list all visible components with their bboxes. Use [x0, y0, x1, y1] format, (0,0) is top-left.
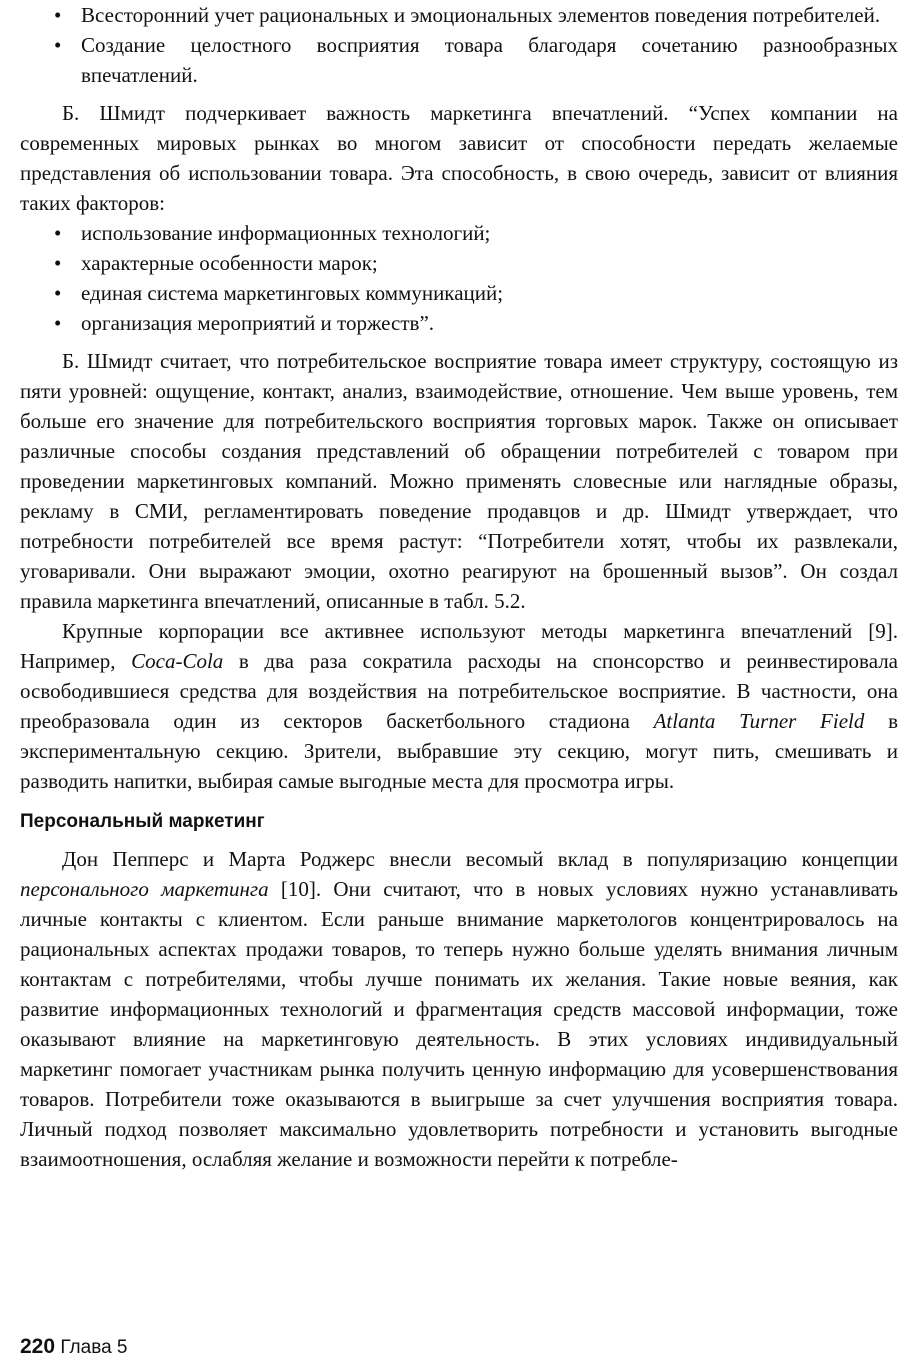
emphasis-personal-marketing: персонального маркетинга — [20, 877, 269, 901]
paragraph-personal-marketing — [20, 844, 898, 1174]
chapter-label: Глава 5 — [60, 1337, 128, 1358]
list-item: • использование информационных технологий; — [20, 218, 898, 248]
text-run: Дон Пепперс и Марта Роджерс внесли весомый вклад в популяризацию концепции — [62, 847, 898, 871]
emphasis-coca-cola: Coca-Cola — [131, 649, 224, 673]
list-item: • единая система маркетинговых коммуникаций; — [20, 278, 898, 308]
list-item: • характерные особенности марок; — [20, 248, 898, 278]
list-item: • Всесторонний учет рациональных и эмоциональных элементов поведения потребителей. — [20, 0, 898, 30]
paragraph-schmitt-importance: Б. Шмидт подчеркивает важность маркетинга впечатлений. “Успех компании на современных мировых рынках во многом зависит от способности передать желаемые представления об использовании товара. Эта способность, в свою очередь, зависит от влияния таких факторов: — [20, 101, 898, 215]
paragraph-perception-structure: Б. Шмидт считает, что потребительское восприятие товара имеет структуру, состоящую из пяти уровней: ощущение, контакт, анализ, взаимодействие, отношение. Чем выше уровень, тем больше его значение для потребительского восприятия торговых марок. Также он описывает различные способы создания представлений об обращении потребителей с товаром при проведении маркетинговых компаний. Можно применять словесные или наглядные образы, рекламу в СМИ, регламентировать поведение продавцов и др. Шмидт утверждает, что потребности потребителей все время растут: “Потребители хотят, чтобы их развлекали, уговаривали. Они выражают эмоции, охотно реагируют на брошенный вызов”. Он создал правила маркетинга впечатлений, описанные в табл. 5.2. — [20, 349, 898, 613]
emphasis-atlanta-turner-field: Atlanta Turner Field — [653, 709, 865, 733]
text-run: в два раза сократила расходы на спонсорство и реинвестировала освободившиеся средства для воздействия на потребительское восприятие. В частности, она преобразовала один из секторов баскетбольного стадиона — [20, 649, 898, 733]
list-item: • Создание целостного восприятия товара благодаря сочетанию разнообразных впечатлений. — [20, 30, 898, 90]
text-run: [10]. Они считают, что в новых условиях нужно устанавливать личные контакты с клиентом. Если раньше внимание маркетологов концентрировалось на рациональных аспектах продажи товаров, то теперь нужно больше уделять внимания личным контактам с потребителями, чтобы лучше понимать их желания. Такие новые веяния, как развитие информационных технологий и фрагментация средств массовой информации, тоже оказывают влияние на маркетинговую деятельность. В этих условиях индивидуальный маркетинг помогает участникам рынка получить ценную информацию для усовершенствования товаров. Потребители тоже оказываются в выигрыше за счет улучшения восприятия товара. Личный подход позволяет максимально удовлетворить потребности и установить выгодные взаимоотношения, ослабляя желание и возможности перейти к потребле- — [20, 877, 898, 1171]
list-item: • организация мероприятий и торжеств”. — [20, 308, 898, 338]
page-number: 220 — [20, 1335, 56, 1358]
page-footer — [20, 1335, 128, 1359]
top-bullet-list — [20, 0, 898, 90]
text-run: Крупные корпорации все активнее используют методы маркетинга впечатлений [9]. Например, — [20, 619, 898, 673]
factors-list — [20, 218, 898, 338]
paragraph-corporations — [20, 616, 898, 796]
text-run: в экспериментальную секцию. Зрители, выбравшие эту секцию, могут пить, смешивать и разводить напитки, выбирая самые выгодные места для просмотра игры. — [20, 709, 898, 793]
section-heading: Персональный маркетинг — [20, 811, 265, 832]
body-text — [20, 0, 898, 1174]
